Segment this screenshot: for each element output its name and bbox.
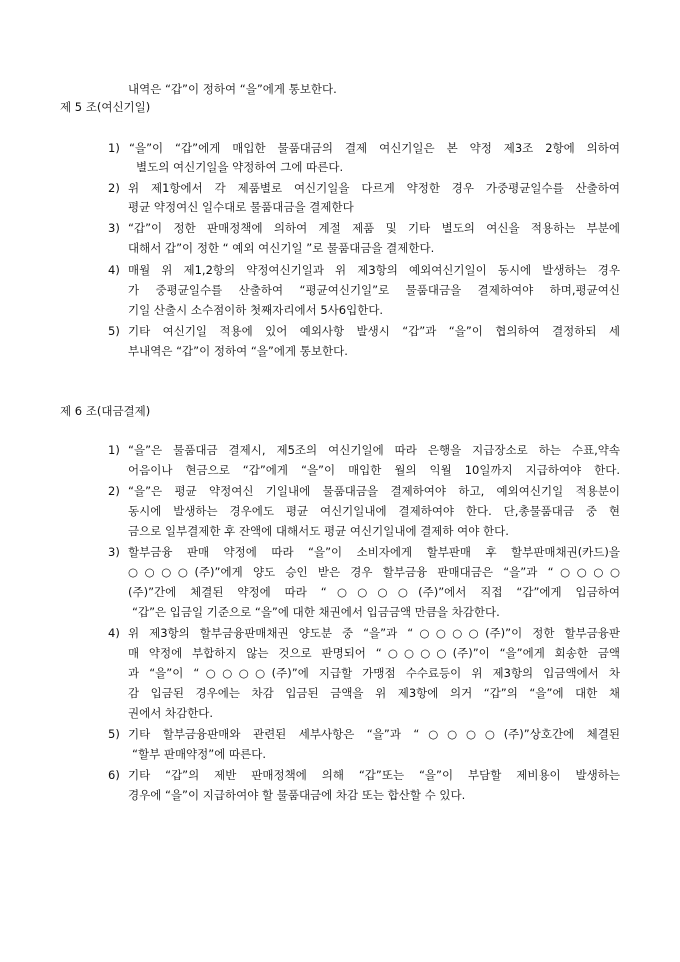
article-5-title: 제 5 조(여신기일) [60,100,151,114]
item-text-line: 어음이나 현금으로 “갑”에게 “을”이 매입한 월의 익월 10일까지 지급하여야 한다. [128,463,620,477]
item-text-line: “갑”이 정한 판매정책에 의하여 계절 제품 및 기타 별도의 여신을 적용하는 부분에 [128,221,620,235]
item-text-line: (주)”간에 체결된 약정에 따라 “○○○○(주)”에서 직접 “갑”에게 입금하여 [128,585,620,599]
continuation-line: 내역은 “갑”이 정하여 “을”에게 통보한다. [128,82,337,96]
item-text-line: 대해서 갑”이 정한 “ 예외 여신기일 ”로 물품대금을 결제한다. [128,241,435,255]
item-text-line: 가 중평균일수를 산출하여 “평균여신기일”로 물품대금을 결제하여야 하며,평균여신 [128,283,620,297]
item-number: 2) [108,181,120,195]
item-text-line: ○○○○(주)”에게 양도 승인 받은 경우 할부금융 판매대금은 “을”과 “○○○○ [128,565,620,579]
item-number: 3) [108,221,120,235]
item-text-line: “할부 판매약정”에 따른다. [132,747,266,761]
item-text-line: 금으로 일부결제한 후 잔액에 대해서도 평균 여신기일내에 결제하 여야 한다. [128,524,509,538]
item-text-line: “을”은 물품대금 결제시, 제5조의 여신기일에 따라 은행을 지급장소로 하는 수표,약속 [128,443,620,457]
item-number: 4) [108,263,120,277]
item-text-line: “을”이 “갑”에게 매입한 물품대금의 결제 여신기일은 본 약정 제3조 2항에 의하여 [129,141,620,155]
item-text-line: 경우에 “을”이 지급하여야 할 물품대금에 차감 또는 합산할 수 있다. [128,788,466,802]
item-text-line: 위 제1항에서 각 제품별로 여신기일을 다르게 약정한 경우 가중평균일수를 산출하여 [128,181,620,195]
article-6-title: 제 6 조(대금결제) [60,404,151,418]
item-text-line: 감 입금된 경우에는 차감 입금된 금액을 위 제3항에 의거 “갑”의 “을”에 대한 채 [128,686,620,700]
item-text-line: 과 “을”이 “○○○○(주)”에 지급할 가맹점 수수료등이 위 제3항의 입금액에서 차 [128,666,620,680]
item-text-line: 할부금융 판매 약정에 따라 “을”이 소비자에게 할부판매 후 할부판매채권(카드)을 [128,545,620,559]
item-text-line: 기일 산출시 소수점이하 첫째자리에서 5사6입한다. [128,303,384,317]
item-number: 1) [108,141,120,155]
item-text-line: 평균 약정여신 일수대로 물품대금을 결제한다 [128,200,354,214]
item-text-line: “을”은 평균 약정여신 기일내에 물품대금을 결제하여야 하고, 예외여신기일 적용분이 [128,484,620,498]
item-text-line: 매월 위 제1,2항의 약정여신기일과 위 제3항의 예외여신기일이 동시에 발생하는 경우 [128,263,620,277]
item-number: 5) [108,727,120,741]
item-number: 4) [108,626,120,640]
item-text-line: 동시에 발생하는 경우에도 평균 여신기일내에 결제하여야 한다. 단,총물품대금 중 현 [128,504,620,518]
item-number: 5) [108,324,120,338]
item-text-line: 부내역은 “갑”이 정하여 “을”에게 통보한다. [128,344,348,358]
item-text-line: 기타 “갑”의 제반 판매정책에 의해 “갑”또는 “을”이 부담할 제비용이 발생하는 [128,768,620,782]
item-number: 6) [108,768,120,782]
item-text-line: 권에서 차감한다. [128,706,214,720]
item-text-line: 매 약정에 부합하지 않는 것으로 판명되어 “○○○○(주)”이 “을”에게 회송한 금액 [128,646,620,660]
item-number: 1) [108,443,120,457]
item-text-line: 위 제3항의 할부금융판매채권 양도분 중 “을”과 “○○○○(주)”이 정한 할부금융판 [128,626,620,640]
item-text-line: “갑”은 입금일 기준으로 “을”에 대한 채권에서 입금금액 만큼을 차감한다. [132,605,500,619]
item-text-line: 별도의 여신기일을 약정하여 그에 따른다. [136,160,344,174]
item-text-line: 기타 할부금융판매와 관련된 세부사항은 “을”과 “○○○○(주)”상호간에 체결된 [128,727,620,741]
item-text-line: 기타 여신기일 적용에 있어 예외사항 발생시 “갑”과 “을”이 협의하여 결정하되 세 [128,324,620,338]
item-number: 2) [108,484,120,498]
item-number: 3) [108,545,120,559]
